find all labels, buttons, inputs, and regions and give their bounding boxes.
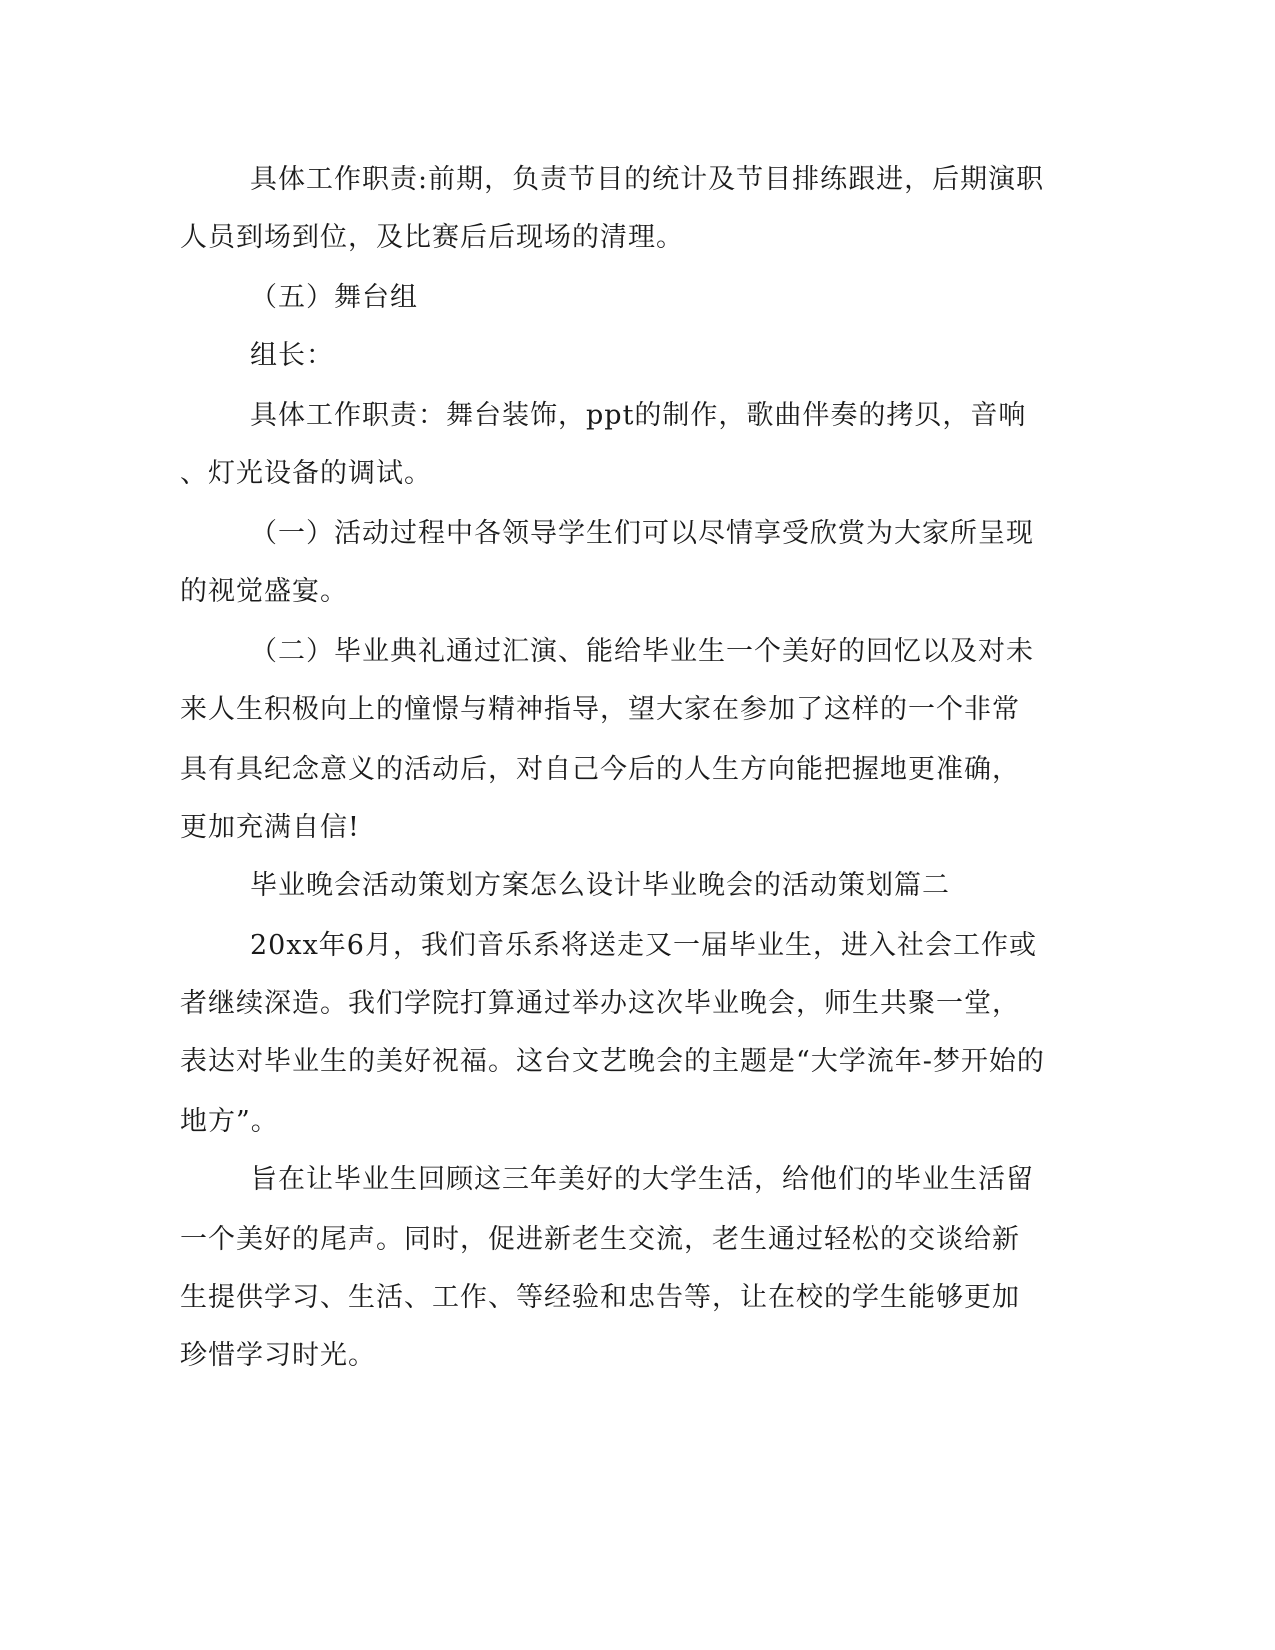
text-line: 生提供学习、生活、工作、等经验和忠告等，让在校的学生能够更加 xyxy=(180,1282,1020,1313)
text-line: 地方”。 xyxy=(180,1106,279,1137)
text-line: 更加充满自信! xyxy=(180,812,360,843)
text-line: 、灯光设备的调试。 xyxy=(180,458,432,489)
text-line: 具体工作职责:前期，负责节目的统计及节目排练跟进，后期演职 xyxy=(250,164,1045,195)
text-line: 20xx年6月，我们音乐系将送走又一届毕业生，进入社会工作或 xyxy=(250,930,1037,961)
text-line: （二）毕业典礼通过汇演、能给毕业生一个美好的回忆以及对未 xyxy=(250,636,1034,667)
text-line: 一个美好的尾声。同时，促进新老生交流，老生通过轻松的交谈给新 xyxy=(180,1224,1020,1255)
text-line: 珍惜学习时光。 xyxy=(180,1340,376,1371)
text-line: 具有具纪念意义的活动后，对自己今后的人生方向能把握地更准确， xyxy=(180,754,1020,785)
text-line: 者继续深造。我们学院打算通过举办这次毕业晚会，师生共聚一堂， xyxy=(180,988,1020,1019)
text-line: （一）活动过程中各领导学生们可以尽情享受欣赏为大家所呈现 xyxy=(250,518,1034,549)
text-line: 组长： xyxy=(250,340,334,371)
section-heading: （五）舞台组 xyxy=(250,282,418,313)
text-line: 的视觉盛宴。 xyxy=(180,576,348,607)
text-line: 具体工作职责：舞台装饰，ppt的制作，歌曲伴奏的拷贝，音响 xyxy=(250,400,1027,431)
text-line: 旨在让毕业生回顾这三年美好的大学生活，给他们的毕业生活留 xyxy=(250,1164,1034,1195)
text-line: 来人生积极向上的憧憬与精神指导，望大家在参加了这样的一个非常 xyxy=(180,694,1020,725)
text-line: 表达对毕业生的美好祝福。这台文艺晚会的主题是“大学流年-梦开始的 xyxy=(180,1046,1045,1077)
section-title: 毕业晚会活动策划方案怎么设计毕业晚会的活动策划篇二 xyxy=(250,870,950,901)
text-line: 人员到场到位，及比赛后后现场的清理。 xyxy=(180,222,684,253)
